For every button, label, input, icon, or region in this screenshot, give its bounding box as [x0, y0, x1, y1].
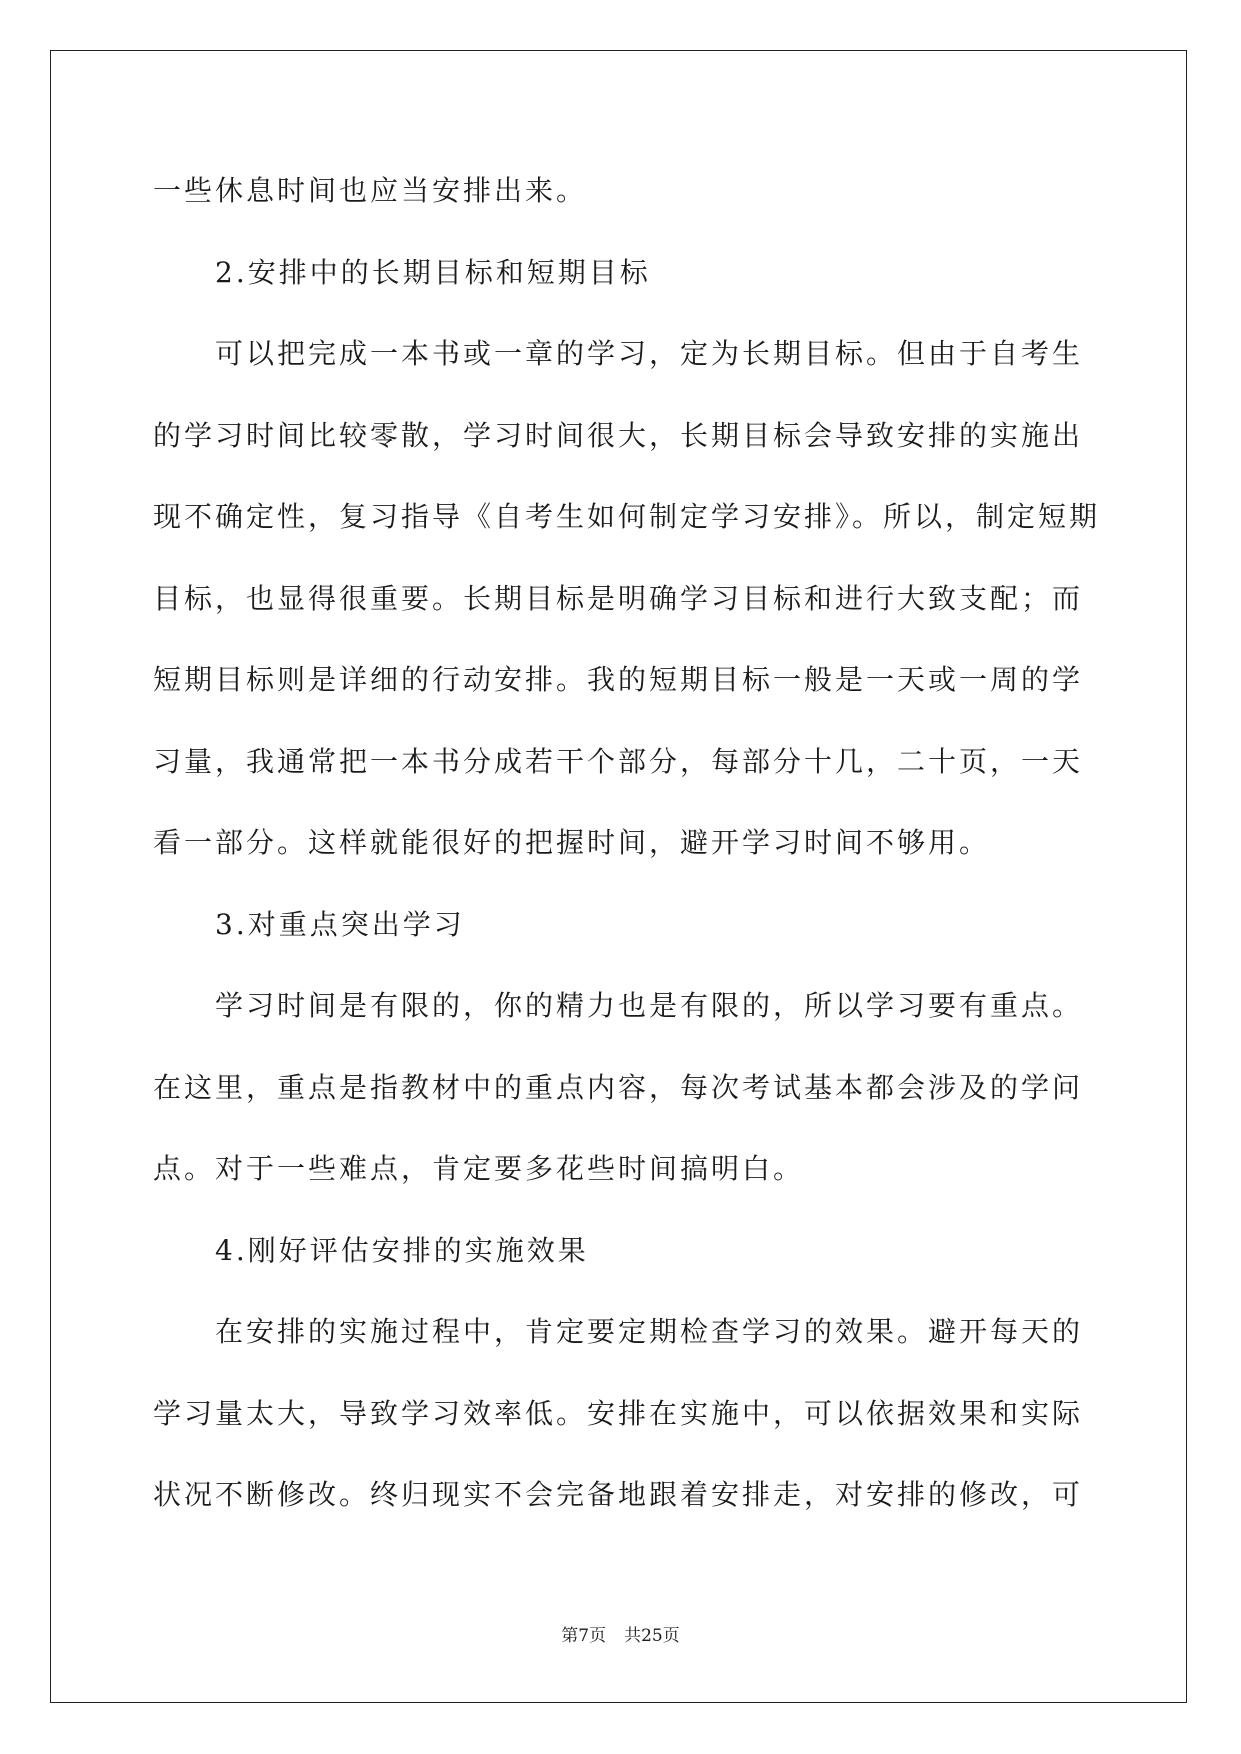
body-line: 状况不断修改。终归现实不会完备地跟着安排走，对安排的修改，可: [153, 1478, 1084, 1511]
page-footer: [0, 1622, 1241, 1650]
body-line: 学习时间是有限的，你的精力也是有限的，所以学习要有重点。: [215, 989, 1084, 1022]
section-heading-3: 3.对重点突出学习: [215, 907, 465, 941]
page-total: 共25页: [624, 1626, 680, 1646]
body-line: 现不确定性，复习指导《自考生如何制定学习安排》。所以，制定短期: [153, 500, 1101, 533]
body-line: 习量，我通常把一本书分成若干个部分，每部分十几，二十页，一天: [153, 744, 1084, 778]
body-line: 看一部分。这样就能很好的把握时间，避开学习时间不够用。: [153, 826, 991, 859]
body-line: 目标，也显得很重要。长期目标是明确学习目标和进行大致支配；而: [153, 581, 1084, 615]
body-line: 短期目标则是详细的行动安排。我的短期目标一般是一天或一周的学: [153, 663, 1084, 696]
body-line: 一些休息时间也应当安排出来。: [153, 174, 588, 207]
section-heading-4: 4.刚好评估安排的实施效果: [215, 1233, 589, 1267]
body-line: 的学习时间比较零散，学习时间很大，长期目标会导致安排的实施出: [153, 418, 1084, 452]
body-line: 点。对于一些难点，肯定要多花些时间搞明白。: [153, 1152, 805, 1185]
page-number: 第7页: [561, 1626, 607, 1646]
body-line: 可以把完成一本书或一章的学习，定为长期目标。但由于自考生: [215, 337, 1084, 370]
body-line: 在这里，重点是指教材中的重点内容，每次考试基本都会涉及的学问: [153, 1070, 1084, 1104]
document-body: [153, 150, 1101, 1536]
body-line: 学习量太大，导致学习效率低。安排在实施中，可以依据效果和实际: [153, 1396, 1084, 1430]
body-line: 在安排的实施过程中，肯定要定期检查学习的效果。避开每天的: [215, 1315, 1084, 1348]
section-heading-2: 2.安排中的长期目标和短期目标: [215, 255, 651, 289]
